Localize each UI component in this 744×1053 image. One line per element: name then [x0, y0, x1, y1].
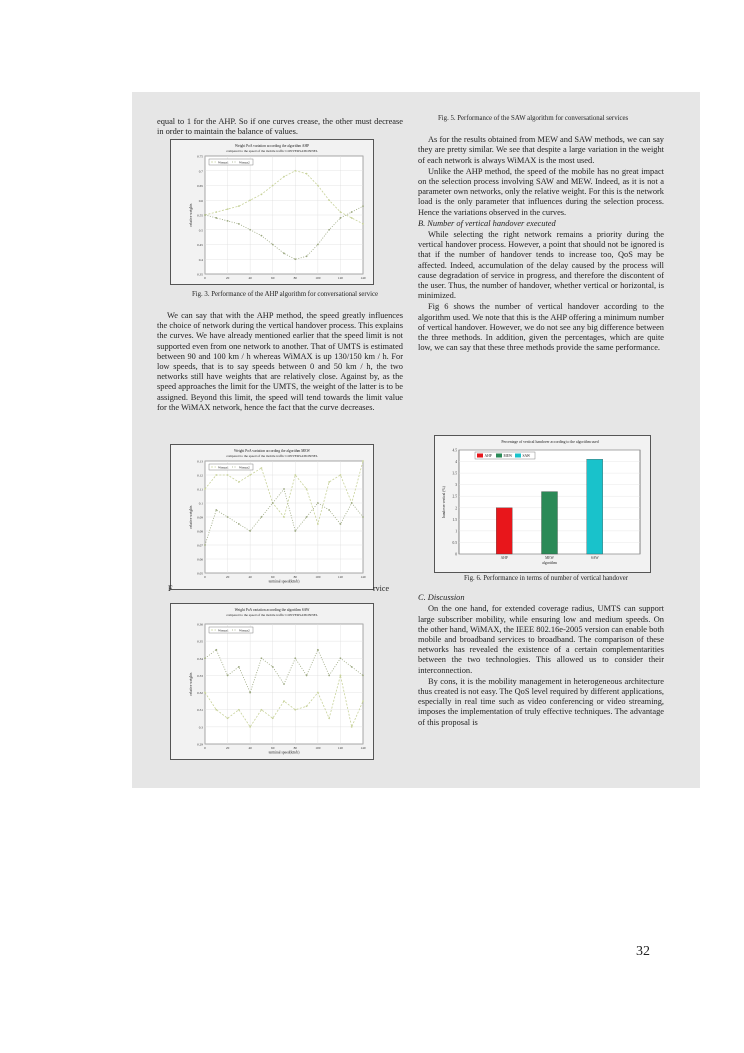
mew-data-point [249, 530, 251, 532]
mew-legend-label: Wmax1 [218, 465, 229, 470]
ahp-ytick-label: 0.45 [197, 243, 203, 247]
right-column-top [418, 114, 664, 354]
mew-data-point [317, 502, 319, 504]
discussion-paragraph-2: By cons, it is the mobility management in heterogeneous architecture thus created is not easy. The QoS level required by different applications, especially in real time such as video conferencing or video streaming, imposes the implementation of truly effective techniques. The advantage of this proposal is [418, 676, 664, 727]
figure-6-bar-chart [434, 435, 651, 573]
section-c-heading: C. Discussion [418, 593, 465, 603]
saw-data-point [340, 657, 342, 659]
bar-ytick-label: 3.5 [452, 471, 457, 476]
saw-data-point [351, 666, 353, 668]
ahp-data-point [215, 211, 217, 213]
fig3-caption: Fig. 3. Performance of the AHP algorithm for conversational service [191, 291, 379, 298]
fig5-caption: Fig. 5. Performance of the SAW algorithm for conversational services [438, 115, 629, 122]
bar-ytick-label: 1.5 [452, 517, 457, 522]
mew-title: Weight PoA variation according the algorithm MEW [234, 449, 310, 453]
mew-data-point [340, 474, 342, 476]
saw-data-point [272, 666, 274, 668]
bar-ytick-label: 0.5 [452, 540, 457, 545]
mew-xtick-label: 80 [293, 575, 297, 579]
ahp-data-point [261, 235, 263, 237]
bar-ytick-label: 4 [455, 460, 457, 465]
ahp-line-chart [171, 140, 373, 284]
ahp-data-point [294, 258, 296, 260]
fig6-caption: Fig. 6. Performance in terms of number of vertical handover [463, 575, 629, 582]
intro-paragraph: equal to 1 for the AHP. So if one curves crease, the other must decrease in order to maintain the balance of values. [157, 117, 403, 137]
ahp-data-point [238, 205, 240, 207]
saw-data-point [283, 700, 285, 702]
bar-xtick-label: AHP [500, 556, 508, 560]
mew-ytick-label: 0.11 [197, 487, 203, 492]
saw-data-point [261, 657, 263, 659]
figure-3-ahp-chart [170, 139, 374, 285]
bar-ytick-label: 4.5 [452, 448, 457, 453]
ahp-data-point [362, 223, 364, 225]
saw-data-point [227, 675, 229, 677]
mew-ytick-label: 0.07 [197, 543, 203, 548]
left-body-paragraph-block [157, 311, 403, 414]
saw-data-point [294, 709, 296, 711]
fig3-caption-block [157, 290, 403, 301]
saw-ytick-label: 0.34 [197, 656, 203, 661]
bar-xtick-label: MEW [545, 556, 554, 560]
mew-ytick-label: 0.08 [197, 529, 203, 534]
mew-ytick-label: 0.13 [197, 459, 203, 464]
mew-data-point [362, 460, 364, 462]
ahp-data-point [272, 244, 274, 246]
ahp-legend-label: Wmax2 [239, 160, 250, 165]
saw-xtick-label: 0 [204, 746, 206, 750]
saw-data-point [227, 717, 229, 719]
bar-legend-label: SAW [522, 454, 531, 458]
ahp-data-point [227, 220, 229, 222]
ahp-data-point [351, 211, 353, 213]
saw-data-point [340, 675, 342, 677]
saw-data-point [283, 683, 285, 685]
saw-ytick-label: 0.36 [197, 622, 203, 627]
ahp-data-point [317, 244, 319, 246]
figure-5-saw-chart [170, 603, 374, 760]
mew-data-point [362, 516, 364, 518]
saw-data-point [306, 675, 308, 677]
mew-ytick-label: 0.12 [197, 473, 203, 478]
ahp-data-point [340, 217, 342, 219]
saw-data-point [261, 709, 263, 711]
mew-ytick-label: 0.09 [197, 515, 203, 520]
ahp-ytick-label: 0.4 [198, 257, 203, 262]
saw-data-point [306, 705, 308, 707]
right-column-bottom [418, 574, 664, 729]
mew-subtitle: compared to the speed of the mobile traffic CONVERSATIONNEL [226, 454, 318, 458]
mew-ytick-label: 0.1 [198, 501, 203, 506]
saw-data-point [317, 649, 319, 651]
mew-data-point [283, 488, 285, 490]
ahp-data-point [261, 193, 263, 195]
mew-data-point [227, 516, 229, 518]
saw-title: Weight PoA variation according the algorithm SAW [234, 608, 310, 612]
ahp-legend-label: Wmax1 [218, 160, 229, 165]
mew-xtick-label: 0 [204, 575, 206, 579]
saw-data-point [249, 726, 251, 728]
mew-ytick-label: 0.05 [197, 571, 203, 576]
bar-legend-label: MEW [503, 454, 513, 458]
mew-line-chart [171, 445, 373, 589]
mew-ylabel: relative weights [189, 505, 193, 529]
saw-data-point [215, 709, 217, 711]
ahp-subtitle: compared to the speed of the mobile traffic CONVERSATIONNEL [226, 149, 318, 153]
bar-xlabel: algorithm [542, 561, 557, 565]
section-b-heading: B. Number of vertical handover executed [418, 218, 556, 228]
page-number: 32 [636, 944, 650, 959]
mew-data-point [283, 516, 285, 518]
ahp-data-point [215, 217, 217, 219]
ahp-xtick-label: 20 [225, 276, 230, 280]
saw-ytick-label: 0.33 [197, 673, 203, 678]
saw-data-point [362, 700, 364, 702]
mew-data-point [328, 509, 330, 511]
saw-data-point [328, 717, 330, 719]
speed-impact-paragraph: Unlike the AHP method, the speed of the mobile has no great impact on the selection process involving SAW and MEW. Indeed, as it is not a parameter own networks, only the relative weight. For this is the network load is the only parameter that influences during the selection process. Hence the variations observed in the curves. [418, 166, 664, 217]
ahp-xtick-label: 40 [248, 276, 252, 280]
saw-data-point [272, 717, 274, 719]
saw-xtick-label: 20 [225, 746, 230, 750]
mew-ytick-label: 0.06 [197, 557, 203, 562]
ahp-data-point [283, 176, 285, 178]
mew-data-point [328, 481, 330, 483]
saw-xtick-label: 100 [315, 746, 321, 750]
bar-ytick-label: 2 [455, 506, 457, 511]
saw-ytick-label: 0.32 [197, 691, 203, 696]
ahp-data-point [204, 214, 206, 216]
saw-data-point [238, 666, 240, 668]
saw-data-point [204, 692, 206, 694]
ahp-xtick-label: 0 [204, 276, 206, 280]
saw-xlabel: terminal speed(km/h) [268, 750, 300, 755]
ahp-data-point [249, 199, 251, 201]
saw-data-point [328, 675, 330, 677]
fig4-caption-fragment-right: rvice [373, 584, 389, 593]
mew-data-point [340, 523, 342, 525]
saw-xtick-label: 80 [293, 746, 297, 750]
ahp-data-point [238, 223, 240, 225]
ahp-ytick-label: 0.65 [197, 184, 203, 188]
mew-data-point [317, 523, 319, 525]
ahp-data-point [249, 229, 251, 231]
ahp-data-point [227, 208, 229, 210]
mew-data-point [306, 516, 308, 518]
ahp-ytick-label: 0.7 [198, 169, 203, 174]
mew-data-point [294, 530, 296, 532]
ahp-xtick-label: 80 [293, 276, 297, 280]
saw-data-point [317, 692, 319, 694]
left-column [157, 117, 403, 138]
bar-legend-swatch [496, 454, 502, 458]
saw-xtick-label: 40 [248, 746, 252, 750]
ahp-title: Weight PoA variation according the algorithm AHP [234, 144, 310, 148]
ahp-data-point [351, 217, 353, 219]
mew-saw-paragraph: As for the results obtained from MEW and SAW methods, we can say they are pretty similar. We see that despite a large variation in the weight of each network is always WiMAX is the most used. [418, 135, 664, 165]
ahp-ytick-label: 0.75 [197, 154, 203, 159]
bar-ylabel: handover vertical (%) [442, 486, 446, 518]
saw-data-point [351, 726, 353, 728]
ahp-xtick-label: 60 [271, 276, 275, 280]
bar-xtick-label: SAW [590, 556, 599, 560]
bar-mew [542, 492, 558, 554]
ahp-xtick-label: 120 [337, 276, 343, 280]
bar-legend-label: AHP [484, 454, 492, 458]
saw-ytick-label: 0.31 [197, 708, 203, 713]
figure-4-mew-chart [170, 444, 374, 590]
ahp-data-point [328, 199, 330, 201]
mew-data-point [351, 502, 353, 504]
saw-data-point [238, 709, 240, 711]
bar-ytick-label: 3 [455, 483, 457, 488]
saw-legend-label: Wmax1 [218, 628, 229, 633]
mew-data-point [238, 523, 240, 525]
ahp-data-point [283, 252, 285, 254]
ahp-xtick-label: 140 [360, 276, 366, 280]
bar-saw [587, 459, 603, 554]
mew-xtick-label: 40 [248, 575, 252, 579]
saw-data-point [204, 657, 206, 659]
saw-ytick-label: 0.29 [197, 742, 203, 747]
ahp-data-point [306, 173, 308, 175]
mew-data-point [261, 467, 263, 469]
saw-data-point [249, 692, 251, 694]
mew-legend-label: Wmax2 [239, 465, 250, 470]
bar-ahp [496, 508, 512, 554]
mew-data-point [204, 544, 206, 546]
ahp-data-point [340, 211, 342, 213]
ahp-data-point [317, 185, 319, 187]
fig4-caption-fragment-left: F [168, 584, 173, 593]
bar-legend-swatch [515, 454, 521, 458]
ahp-ylabel: relative weights [189, 203, 193, 227]
saw-data-point [362, 675, 364, 677]
bar-ytick-label: 1 [455, 529, 457, 534]
ahp-data-point [272, 185, 274, 187]
mew-data-point [261, 516, 263, 518]
ahp-ytick-label: 0.55 [197, 213, 203, 218]
mew-xtick-label: 60 [271, 575, 275, 579]
mew-xtick-label: 120 [337, 575, 343, 579]
fig6-description-paragraph: Fig 6 shows the number of vertical handover according to the algorithm used. We note that this is the AHP offering a minimum number of vertical handover. However, we do not see any big difference between the three methods. In addition, given the percentages, which are quite low, we can say that these three methods provide the same performance. [418, 302, 664, 353]
mew-data-point [272, 502, 274, 504]
ahp-discussion-paragraph: We can say that with the AHP method, the speed greatly influences the choice of network during the vertical handover process. This explains the curves. We have already mentioned earlier that the speed limit is not supported even from one network to another. That of UMTS is estimated between 90 and 100 km / h whereas WiMAX is up 130/150 km / h. For low speeds, that is to say speeds between 0 and 50 km / h, the two networks still have weights that are relatively close. Against by, as the speed approaches the limit for the UMTS, the weight of the latter is to be assigned. Beyond this limit, the speed will tend towards the limit value for the WiMAX network, hence the fact that the curve decreases. [157, 311, 403, 412]
saw-ylabel: relative weights [189, 672, 193, 696]
saw-xtick-label: 140 [360, 746, 366, 750]
saw-subtitle: compared to the speed of the mobile traffic CONVERSATIONNEL [226, 613, 318, 617]
ahp-ytick-label: 0.6 [198, 198, 203, 203]
mew-xtick-label: 20 [225, 575, 230, 579]
mew-data-point [238, 481, 240, 483]
bar-title: Percentage of vertical handover according to the algorithm used [501, 440, 599, 444]
ahp-data-point [362, 205, 364, 207]
ahp-ytick-label: 0.35 [197, 272, 203, 277]
saw-xtick-label: 60 [271, 746, 275, 750]
saw-data-point [294, 657, 296, 659]
saw-line-chart [171, 604, 373, 759]
saw-xtick-label: 120 [337, 746, 343, 750]
ahp-data-point [306, 255, 308, 257]
mew-data-point [294, 474, 296, 476]
bar-legend-swatch [477, 454, 483, 458]
handover-priority-paragraph: While selecting the right network remains a priority during the vertical handover process. However, a point that should not be ignored is that if the number of handover tends to increase too, QoS may be affected. Indeed, accumulation of the delay caused by the process will cause degradation of service in progress, and therefore the discontent of the user. Thus, the number of handover, whether vertical or horizontal, is minimized. [418, 230, 664, 301]
ahp-data-point [294, 170, 296, 172]
mew-data-point [204, 488, 206, 490]
discussion-paragraph-1: On the one hand, for extended coverage radius, UMTS can support large subscriber mobility, while ensuring low and medium speeds. On the other hand, WiMAX, the IEEE 802.16e-2005 version can enable both mobile and broadband services to broadband. The comparison of these networks has revealed the existence of a certain complementarities between the two technologies. This allowed us to consider their interconnection. [418, 604, 664, 675]
vertical-handover-bar-chart [435, 436, 650, 572]
saw-ytick-label: 0.3 [198, 725, 203, 730]
saw-legend-label: Wmax2 [239, 628, 250, 633]
ahp-data-point [328, 229, 330, 231]
bar-ytick-label: 0 [455, 552, 457, 557]
mew-data-point [306, 488, 308, 490]
mew-xlabel: terminal speed(km/h) [268, 579, 300, 584]
mew-data-point [215, 509, 217, 511]
mew-data-point [249, 474, 251, 476]
bar-ytick-label: 2.5 [452, 494, 457, 499]
mew-xtick-label: 100 [315, 575, 321, 579]
ahp-ytick-label: 0.5 [198, 228, 203, 233]
saw-data-point [215, 649, 217, 651]
saw-ytick-label: 0.35 [197, 639, 203, 644]
mew-data-point [227, 474, 229, 476]
mew-data-point [215, 474, 217, 476]
ahp-xtick-label: 100 [315, 276, 321, 280]
mew-xtick-label: 140 [360, 575, 366, 579]
